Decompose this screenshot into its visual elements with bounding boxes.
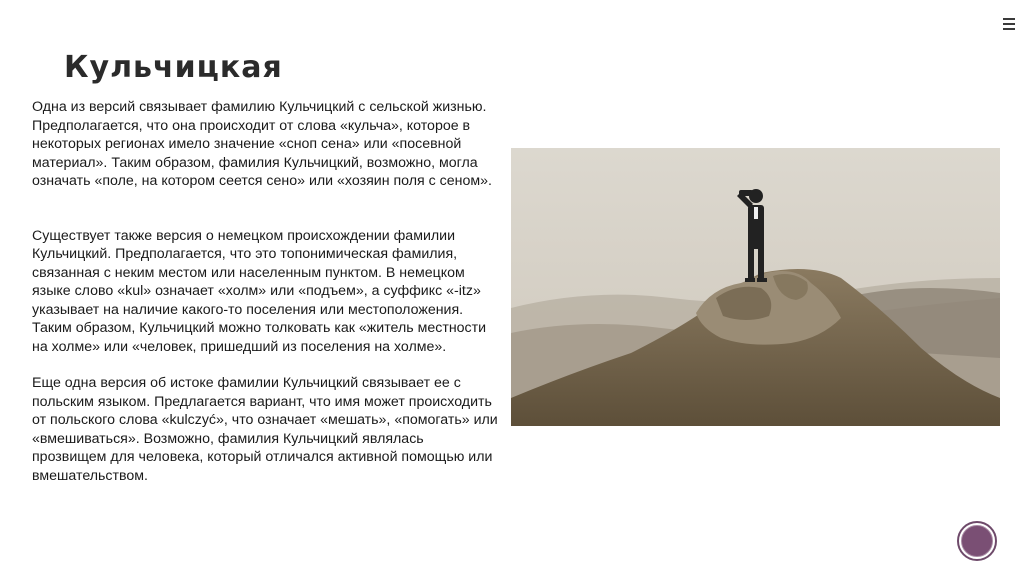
menu-lines-icon [1003,18,1015,33]
slide-title: Кульчицкая [64,50,283,85]
circle-icon [961,525,993,557]
navigation-circle-button[interactable] [957,521,997,561]
paragraph-1: Одна из версий связывает фамилию Кульчицкий с сельской жизнью. Предполагается, что она происходит от слова «кульча», которое в некоторых регионах имело значение «сноп сена» или «посевной материал». Таким образом, фамилия Кульчицкий, возможно, могла означать «поле, на котором сеется сено» или «хозяин поля с сеном». [32,99,492,189]
body-text [32,98,498,485]
paragraph-2: Существует также версия о немецком происхождении фамилии Кульчицкий. Предполагается, что это топонимическая фамилия, связанная с неким местом или населенным пунктом. В немецком языке слово «kul» означает «холм» или «подъем», а суффикс «-itz» указывает на наличие какого-то поселения или местоположения. Таким образом, Кульчицкий можно толковать как «житель местности на холме» или «человек, пришедший из поселения на холме». [32,227,487,355]
paragraph-3: Еще одна версия об истоке фамилии Кульчицкий связывает ее с польским языком. Предлагается вариант, что имя может происходить от польского слова «kulczyć», что означает «мешать», «помогать» или «вмешиваться». Возможно, фамилия Кульчицкий являлась прозвищем для человека, который отличался активной помощью или вмешательством. [32,375,498,484]
man-on-mountain-photo [511,148,1000,426]
